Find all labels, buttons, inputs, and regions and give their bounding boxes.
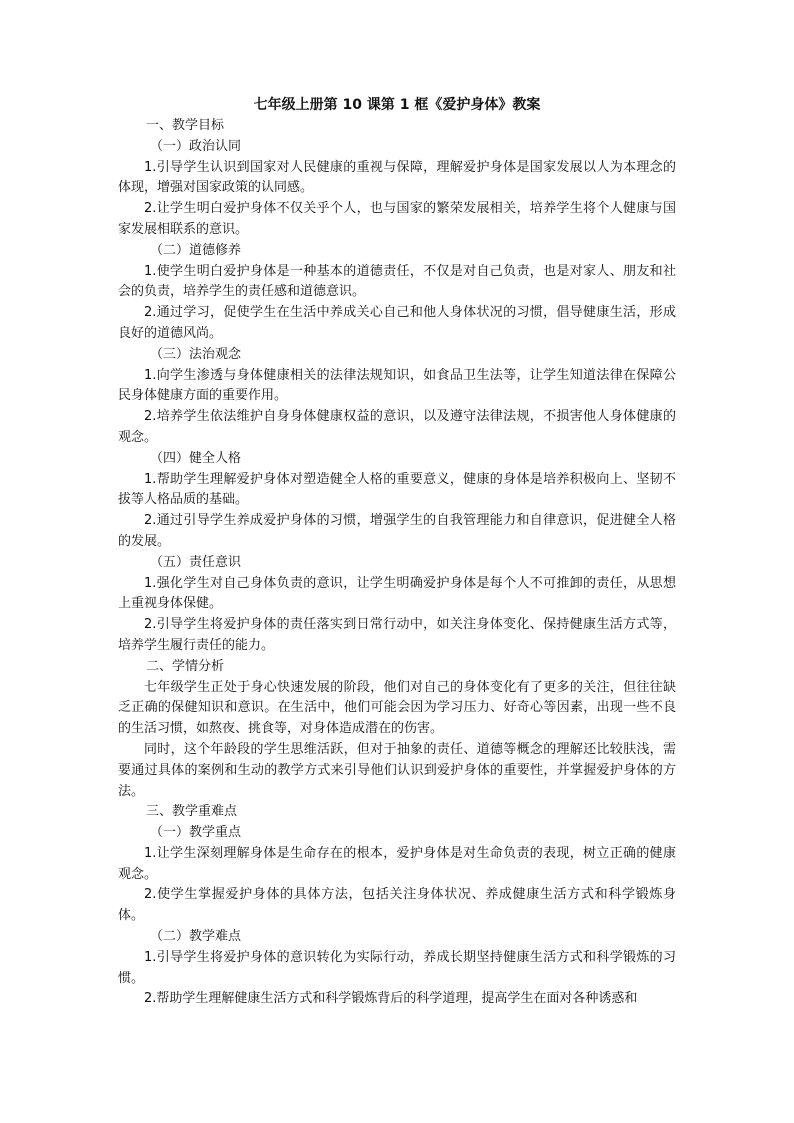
paragraph: 2.培养学生依法维护自身身体健康权益的意识，以及遵守法律法规，不损害他人身体健康的观念。 xyxy=(118,409,676,445)
subsection-heading: （二）道德修养 xyxy=(150,242,242,258)
paragraph: 2.通过学习，促使学生在生活中养成关心自己和他人身体状况的习惯，倡导健康生活，形成良好的道德风尚。 xyxy=(118,305,676,341)
subsection-heading: （一）政治认同 xyxy=(150,138,242,154)
document-title: 七年级上册第 10 课第 1 框《爱护身体》教案 xyxy=(253,97,541,113)
section-heading: 二、学情分析 xyxy=(146,658,225,674)
subsection-heading: （四）健全人格 xyxy=(150,450,242,466)
paragraph: 七年级学生正处于身心快速发展的阶段，他们对自己的身体变化有了更多的关注，但往往缺乏正确的保健知识和意识。在生活中，他们可能会因为学习压力、好奇心等因素，出现一些不良的生活习惯，如熬夜、挑食等，对身体造成潜在的伤害。 xyxy=(118,679,676,737)
paragraph: 2.帮助学生理解健康生活方式和科学锻炼背后的科学道理，提高学生在面对各种诱惑和 xyxy=(144,991,638,1007)
paragraph: 1.使学生明白爱护身体是一种基本的道德责任，不仅是对自己负责，也是对家人、朋友和社会的负责，培养学生的责任感和道德意识。 xyxy=(118,263,676,300)
paragraph: 同时，这个年龄段的学生思维活跃，但对于抽象的责任、道德等概念的理解还比较肤浅，需要通过具体的案例和生动的教学方式来引导他们认识到爱护身体的重要性，并掌握爱护身体的方法。 xyxy=(118,741,676,799)
paragraph: 2.让学生明白爱护身体不仅关乎个人，也与国家的繁荣发展相关，培养学生将个人健康与国家发展相联系的意识。 xyxy=(118,201,676,237)
paragraph: 1.帮助学生理解爱护身体对塑造健全人格的重要意义，健康的身体是培养积极向上、坚韧不拔等人格品质的基础。 xyxy=(118,471,676,508)
section-heading: 一、教学目标 xyxy=(146,118,225,133)
subsection-heading: （五）责任意识 xyxy=(150,554,242,570)
section-heading: 三、教学重难点 xyxy=(146,804,238,820)
paragraph: 1.引导学生认识到国家对人民健康的重视与保障，理解爱护身体是国家发展以人为本理念的体现，增强对国家政策的认同感。 xyxy=(118,159,676,196)
paragraph: 2.引导学生将爱护身体的责任落实到日常行动中，如关注身体变化、保持健康生活方式等，培养学生履行责任的能力。 xyxy=(118,617,676,653)
document-page xyxy=(118,94,676,1010)
paragraph: 1.让学生深刻理解身体是生命存在的根本，爱护身体是对生命负责的表现，树立正确的健康观念。 xyxy=(118,845,676,882)
paragraph: 2.使学生掌握爱护身体的具体方法，包括关注身体状况、养成健康生活方式和科学锻炼身体。 xyxy=(118,887,676,924)
paragraph: 1.向学生渗透与身体健康相关的法律法规知识，如食品卫生法等，让学生知道法律在保障公民身体健康方面的重要作用。 xyxy=(118,367,676,404)
paragraph: 1.引导学生将爱护身体的意识转化为实际行动，养成长期坚持健康生活方式和科学锻炼的习惯。 xyxy=(118,949,676,986)
subsection-heading: （一）教学重点 xyxy=(150,825,242,841)
subsection-heading: （二）教学难点 xyxy=(150,929,242,945)
paragraph: 2.通过引导学生养成爱护身体的习惯，增强学生的自我管理能力和自律意识，促进健全人格的发展。 xyxy=(118,513,676,549)
paragraph: 1.强化学生对自己身体负责的意识，让学生明确爱护身体是每个人不可推卸的责任，从思想上重视身体保健。 xyxy=(118,575,676,612)
subsection-heading: （三）法治观念 xyxy=(150,346,242,362)
